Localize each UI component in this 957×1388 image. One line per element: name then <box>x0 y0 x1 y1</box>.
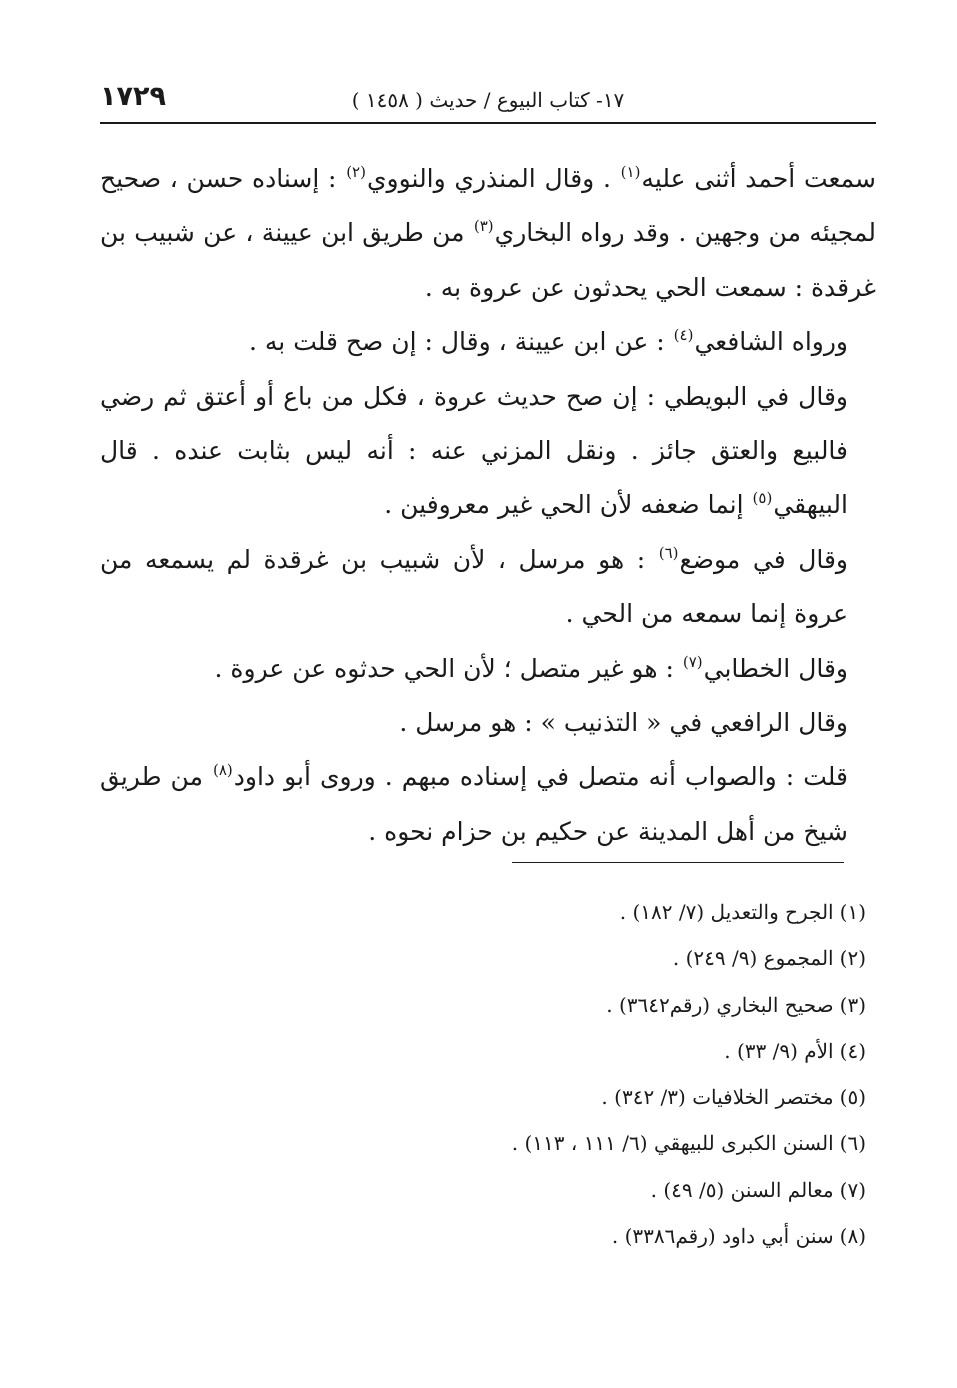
footnote-item <box>100 1028 866 1074</box>
footnote-item <box>100 1074 866 1120</box>
footnote-text: الجرح والتعديل (٧/ ١٨٢) . <box>619 900 834 924</box>
footnote-ref-3: (٣) <box>473 217 494 236</box>
footnotes-list <box>100 889 866 1259</box>
footnote-text: المجموع (٩/ ٢٤٩) . <box>672 946 834 971</box>
footnote-item <box>100 982 866 1028</box>
paragraph-7: قلت : والصواب أنه متصل في إسناده مبهم . وروى أبو داود$^{(٨)}$ من طريق شيخ من أهل المدينة عن حكيم بن حزام نحوه . <box>100 761 848 846</box>
footnote-number: (٨) <box>839 1224 866 1249</box>
footnote-ref-8: (٨) <box>213 761 233 780</box>
footnote-text: سنن أبي داود (رقم٣٣٨٦) . <box>611 1224 834 1249</box>
footnote-separator <box>512 862 844 863</box>
page-header <box>100 78 876 124</box>
footnote-number: (٥) <box>839 1085 866 1110</box>
page-number: ١٧٢٩ <box>100 81 166 112</box>
footnote-number: (٣) <box>839 992 866 1017</box>
paragraph-6: وقال الرافعي في « التذنيب » : هو مرسل . <box>399 708 848 738</box>
footnote-ref-4: (٤) <box>673 326 694 345</box>
footnote-number: (٢) <box>839 946 866 971</box>
paragraph-2: ورواه الشافعي$^{(٤)}$ : عن ابن عيينة ، وقال : إن صح قلت به . <box>249 326 848 357</box>
footnote-ref-7: (٧) <box>682 652 703 671</box>
running-head: ١٧- كتاب البيوع / حديث ( ١٤٥٨ ) <box>351 88 625 112</box>
paragraph-5: وقال الخطابي$^{(٧)}$ : هو غير متصل ؛ لأن الحي حدثوه عن عروة . <box>214 652 848 683</box>
paragraph-3: وقال في البويطي : إن صح حديث عروة ، فكل من باع أو أعتق ثم رضي فالبيع والعتق جائز . ونقل المزني عنه : أنه ليس بثابت عنده . قال البيهقي$^{(٥)}$ إنما ضعفه لأن الحي غير معروفين . <box>100 381 848 520</box>
footnote-item <box>100 889 866 935</box>
footnote-ref-5: (٥) <box>752 489 773 508</box>
footnote-number: (١) <box>839 900 866 924</box>
footnote-number: (٤) <box>839 1038 866 1063</box>
footnote-item <box>100 1213 866 1259</box>
footnote-number: (٦) <box>839 1131 866 1156</box>
footnote-item <box>100 935 866 981</box>
main-text <box>100 152 876 859</box>
footnote-text: مختصر الخلافيات (٣/ ٣٤٢) . <box>601 1085 834 1110</box>
footnote-ref-1: (١) <box>620 163 641 181</box>
paragraph-1: سمعت أحمد أثنى عليه$^{(١)}$ . وقال المنذري والنووي$^{(٢)}$ : إسناده حسن ، صحيح لمجيئه من وجهين . وقد رواه البخاري$^{(٣)}$ من طريق ابن عيينة ، عن شبيب بن غرقدة : سمعت الحي يحدثون عن عروة به . <box>100 163 876 302</box>
footnote-number: (٧) <box>839 1177 866 1202</box>
paragraph-4: وقال في موضع$^{(٦)}$ : هو مرسل ، لأن شبيب بن غرقدة لم يسمعه من عروة إنما سمعه من الحي . <box>100 543 849 629</box>
footnote-ref-2: (٢) <box>346 163 366 181</box>
footnote-text: الأم (٩/ ٣٣) . <box>724 1038 834 1063</box>
footnote-ref-6: (٦) <box>658 543 679 562</box>
footnote-text: معالم السنن (٥/ ٤٩) . <box>650 1177 834 1202</box>
footnote-text: السنن الكبرى للبيهقي (٦/ ١١١ ، ١١٣) . <box>511 1131 834 1156</box>
footnote-text: صحيح البخاري (رقم٣٦٤٢) . <box>606 992 834 1017</box>
footnote-item <box>100 1167 866 1213</box>
footnote-item <box>100 1120 866 1166</box>
